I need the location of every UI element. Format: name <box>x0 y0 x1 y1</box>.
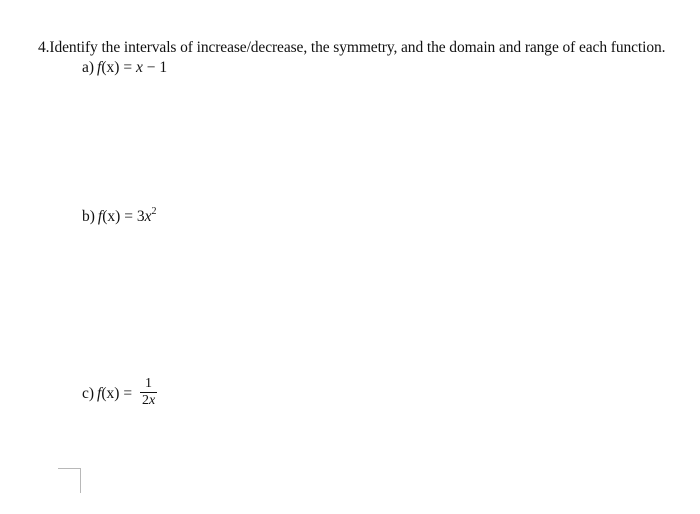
page-corner-marker <box>58 468 81 493</box>
part-a-function-name: f <box>97 59 102 76</box>
part-b-equals: = <box>124 208 133 225</box>
part-c-denominator-coefficient: 2 <box>141 393 149 408</box>
part-b-argument: (x) <box>102 208 121 225</box>
part-c <box>82 376 157 410</box>
part-c-function-name: f <box>97 385 102 403</box>
part-b <box>82 208 156 226</box>
part-c-denominator <box>140 393 157 408</box>
part-c-fraction <box>140 377 157 408</box>
part-c-denominator-variable: x <box>148 393 156 408</box>
part-c-argument: (x) <box>101 385 120 403</box>
part-a-variable: x <box>135 59 143 76</box>
part-b-exponent: 2 <box>151 206 157 217</box>
part-b-variable: x <box>144 208 152 225</box>
part-a-rest: − 1 <box>146 59 168 76</box>
part-c-equals: = <box>123 385 133 403</box>
part-c-numerator: 1 <box>140 377 157 393</box>
part-b-function-name: f <box>97 208 103 225</box>
part-a <box>82 59 167 77</box>
question-text: 4.Identify the intervals of increase/decrease, the symmetry, and the domain and range of each function. <box>38 39 666 56</box>
part-a-argument: (x) <box>101 59 120 76</box>
part-a-label: a) <box>82 59 95 76</box>
part-c-label: c) <box>82 385 95 403</box>
part-a-equals: = <box>123 59 133 76</box>
part-b-label: b) <box>82 208 95 225</box>
part-b-coefficient: 3 <box>136 208 145 225</box>
